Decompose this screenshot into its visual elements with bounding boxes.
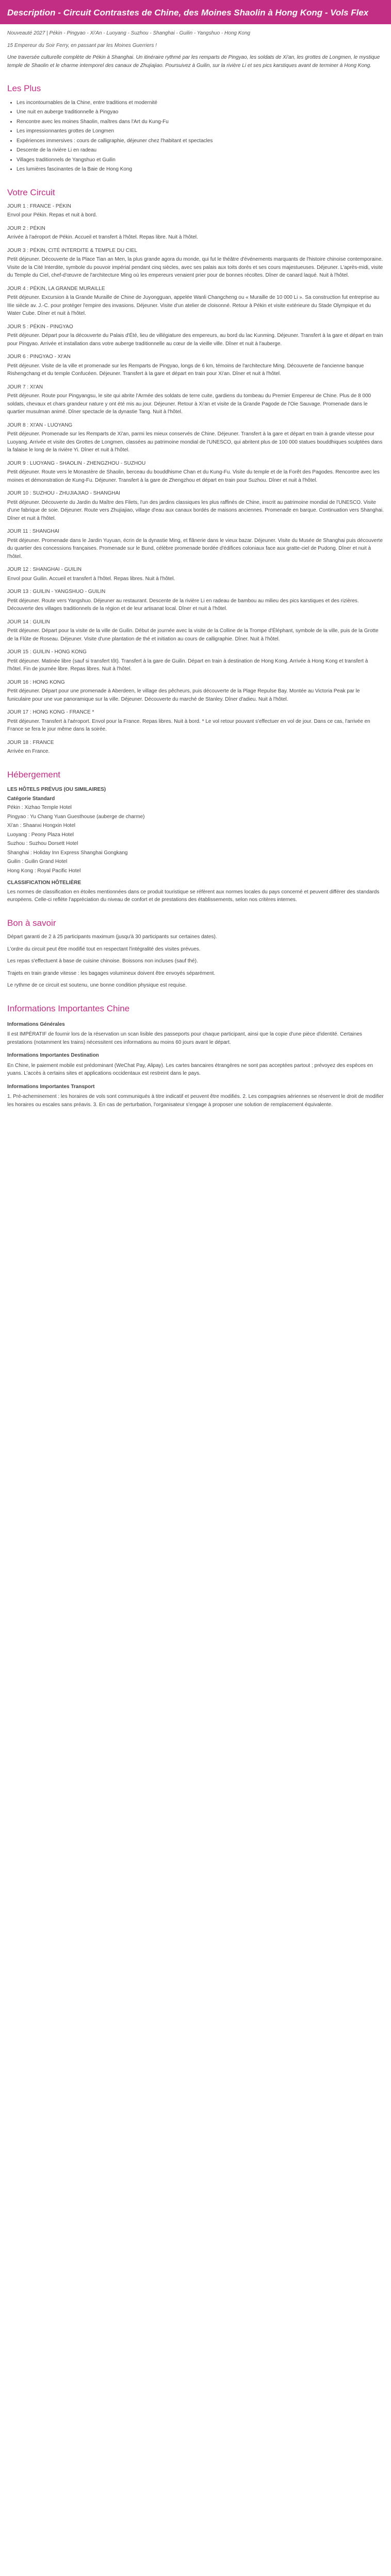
bon-item: Les repas s'effectuent à base de cuisine chinoise. Boissons non incluses (sauf thé).	[7, 958, 198, 964]
day-description: Arrivée en France.	[7, 749, 50, 755]
itinerary-day	[7, 353, 384, 378]
day-description: Arrivée à l'aéroport de Pékin. Accueil et transfert à l'hôtel. Repas libre. Nuit à l'hôtel.	[7, 234, 198, 241]
info-text: En Chine, le paiement mobile est prédominant (WeChat Pay, Alipay). Les cartes bancaires étrangères ne sont pas acceptées partout ; prévoyez des espèces en yuans. L'accès à certains sites et applications occidentaux est restreint dans le pays.	[7, 1062, 373, 1077]
itinerary-day	[7, 285, 384, 318]
itinerary-day	[7, 202, 384, 219]
bon-item: Départ garanti de 2 à 25 participants maximum (jusqu'à 30 participants sur certaines dates).	[7, 934, 217, 940]
day-title: JOUR 1 : FRANCE - PÉKIN	[7, 203, 71, 209]
itinerary-day	[7, 323, 384, 348]
page-title: Description - Circuit Contrastes de Chine, des Moines Shaolin à Hong Kong - Vols Flex	[7, 8, 369, 18]
itinerary-day	[7, 739, 384, 756]
day-description: Envol pour Pékin. Repas et nuit à bord.	[7, 212, 97, 218]
hotel-item: Xi'an : Shaanxi Hongxin Hotel	[7, 823, 75, 829]
section-title-infos: Informations Importantes Chine	[7, 1003, 130, 1013]
infos-block	[7, 1021, 384, 1109]
day-title: JOUR 2 : PÉKIN	[7, 225, 45, 231]
plus-item: • Les impressionnantes grottes de Longmen	[17, 127, 384, 135]
itinerary-day	[7, 421, 384, 454]
itinerary-day	[7, 528, 384, 561]
itinerary-day	[7, 247, 384, 280]
hotel-item: Hong Kong : Royal Pacific Hotel	[7, 868, 81, 874]
day-title: JOUR 13 : GUILIN - YANGSHUO - GUILIN	[7, 589, 106, 595]
day-title: JOUR 11 : SHANGHAI	[7, 529, 59, 535]
hotel-item: Shanghai : Holiday Inn Express Shanghai Gongkang	[7, 850, 128, 856]
bon-a-savoir-list	[7, 933, 384, 990]
day-description: Petit déjeuner. Transfert à l'aéroport. Envol pour la France. Repas libres. Nuit à bord. * Le vol retour pouvant s'effectuer en vol de jour. Dans ce cas, l'arrivée en France se fera le jour même dans la soirée.	[7, 718, 370, 733]
itinerary	[7, 202, 384, 756]
hotel-list-heading: LES HÔTELS PRÉVUS (OU SIMILAIRES)	[7, 787, 106, 793]
day-description: Petit déjeuner. Découverte de la Place Tian an Men, la plus grande agora du monde, qui fut le théâtre d'événements marquants de l'histoire chinoise contemporaine. Visite de la Cité Interdite, symbole du pouvoir impérial pendant cinq siècles, avec ses palais aux toits dorés et ses cours majestueuses. Déjeuner. L'après-midi, visite du Temple du Ciel, chef-d'œuvre de l'architecture Ming où les empereurs venaient prier pour de bonnes récoltes. Dîner de canard laqué. Nuit à l'hôtel.	[7, 257, 383, 279]
section-title-circuit: Votre Circuit	[7, 187, 55, 197]
info-heading: Informations Générales	[7, 1021, 65, 1027]
plus-item: • Une nuit en auberge traditionnelle à Pingyao	[17, 108, 384, 116]
itinerary-day	[7, 618, 384, 643]
day-description: Petit déjeuner. Promenade dans le Jardin Yuyuan, écrin de la dynastie Ming, et flânerie dans le vieux bazar. Déjeuner. Visite du Musée de Shanghai puis découverte du quartier des concessions françaises. Promenade sur le Bund, célèbre promenade bordée d'édifices coloniaux face aux gratte-ciel de Pudong. Dîner et nuit à l'hôtel.	[7, 537, 383, 560]
day-description: Petit déjeuner. Matinée libre (sauf si transfert tôt). Transfert à la gare de Guilin. Départ en train à destination de Hong Kong. Arrivée à Hong Kong et transfert à l'hôtel. Fin de journée libre. Repas libres. Nuit à l'hôtel.	[7, 658, 368, 672]
intro-text: Une traversée culturelle complète de Pékin à Shanghai. Un itinéraire rythmé par les remparts de Pingyao, les soldats de Xi'an, les grottes de Longmen, le mystique temple de Shaolin et le charme intemporel des canaux de Zhujiajiao. Poursuivez à Guilin, sur la rivière Li et ses pics karstiques avant de terminer à Hong Kong.	[7, 55, 380, 69]
itinerary-day	[7, 383, 384, 416]
section-title-hebergement: Hébergement	[7, 769, 61, 779]
hotel-item: Pingyao : Yu Chang Yuan Guesthouse (auberge de charme)	[7, 814, 145, 820]
day-description: Petit déjeuner. Départ pour la découverte du Palais d'Été, lieu de villégiature des empereurs, au bord du lac Kunming. Déjeuner. Transfert à la gare et départ en train pour Pingyao. Arrivée et installation dans votre auberge traditionnelle au cœur de la vieille ville. Dîner et nuit à l'auberge.	[7, 333, 383, 347]
plus-item: • Les lumières fascinantes de la Baie de Hong Kong	[17, 165, 384, 174]
itinerary-day	[7, 679, 384, 704]
hotel-item: Guilin : Guilin Grand Hotel	[7, 859, 68, 865]
main-content	[0, 24, 391, 1128]
info-text: 1. Pré-acheminement : les horaires de vols sont communiqués à titre indicatif et peuvent être modifiés. 2. Les compagnies aériennes se réservent le droit de modifier les horaires ou escales sans préavis. 3. En cas de perturbation, l'organisateur s'engage à proposer une solution de remplacement équivalente.	[7, 1094, 384, 1108]
day-description: Petit déjeuner. Découverte du Jardin du Maître des Filets, l'un des jardins classiques les plus raffinés de Chine, inscrit au patrimoine mondial de l'UNESCO. Visite d'une fabrique de soie. Déjeuner. Route vers Zhujiajiao, village d'eau aux canaux bordés de maisons anciennes. Promenade en barque. Continuation vers Shanghai. Dîner et nuit à l'hôtel.	[7, 499, 384, 521]
day-title: JOUR 10 : SUZHOU - ZHUJIAJIAO - SHANGHAI	[7, 490, 120, 497]
itinerary-day	[7, 588, 384, 613]
day-title: JOUR 7 : XI'AN	[7, 384, 43, 390]
day-title: JOUR 12 : SHANGHAI - GUILIN	[7, 567, 82, 573]
day-title: JOUR 5 : PÉKIN - PINGYAO	[7, 324, 73, 330]
hotel-category: Catégorie Standard	[7, 795, 55, 802]
plus-list	[7, 99, 384, 174]
itinerary-day	[7, 460, 384, 485]
plus-item: • Descente de la rivière Li en radeau	[17, 146, 384, 155]
day-description: Petit déjeuner. Promenade sur les Remparts de Xi'an, parmi les mieux conservés de Chine. Déjeuner. Transfert à la gare et départ en train à grande vitesse pour Luoyang. Arrivée et visite des Grottes de Longmen, classées au patrimoine mondial de l'UNESCO, qui abritent plus de 100 000 statues bouddhiques sculptées dans la falaise le long de la rivière Yi. Dîner et nuit à l'hôtel.	[7, 431, 383, 453]
day-title: JOUR 4 : PÉKIN, LA GRANDE MURAILLE	[7, 285, 105, 292]
plus-item: • Villages traditionnels de Yangshuo et Guilin	[17, 156, 384, 164]
day-description: Petit déjeuner. Départ pour une promenade à Aberdeen, le village des pêcheurs, puis découverte de la Plage Repulse Bay. Montée au Victoria Peak par le funiculaire pour une vue panoramique sur la ville. Déjeuner. Découverte du marché de Stanley. Dîner d'adieu. Nuit à l'hôtel.	[7, 688, 360, 702]
plus-item: • Rencontre avec les moines Shaolin, maîtres dans l'Art du Kung-Fu	[17, 118, 384, 126]
section-title-bon: Bon à savoir	[7, 918, 56, 928]
bon-item: Le rythme de ce circuit est soutenu, une bonne condition physique est requise.	[7, 982, 187, 989]
itinerary-day	[7, 708, 384, 734]
itinerary-day	[7, 566, 384, 583]
day-description: Petit déjeuner. Route pour Pingyangsu, le site qui abrite l'Armée des soldats de terre cuite, gardiens du tombeau du Premier Empereur de Chine. Plus de 8 000 soldats, chevaux et chars grandeur nature y ont été mis au jour. Déjeuner. Retour à Xi'an et visite de la Grande Pagode de l'Oie Sauvage. Promenade dans le quartier musulman animé. Dîner spectacle de la dynastie Tang. Nuit à l'hôtel.	[7, 393, 371, 415]
day-description: Envol pour Guilin. Accueil et transfert à l'hôtel. Repas libres. Nuit à l'hôtel.	[7, 575, 175, 582]
title-banner	[0, 0, 391, 24]
classification-heading: CLASSIFICATION HÔTELIÈRE	[7, 880, 82, 886]
day-title: JOUR 17 : HONG KONG - FRANCE *	[7, 709, 94, 716]
day-title: JOUR 18 : FRANCE	[7, 739, 54, 745]
classification-text: Les normes de classification en étoiles mentionnées dans ce produit touristique se réfèrent aux normes locales du pays concerné et peuvent différer des standards européens. Celle-ci reflète l'appréciation du niveau de confort et de prestations des établissements, selon nos critères internes.	[7, 889, 380, 903]
hotel-item: Luoyang : Peony Plaza Hotel	[7, 832, 74, 838]
day-title: JOUR 9 : LUOYANG - SHAOLIN - ZHENGZHOU - SUZHOU	[7, 460, 146, 466]
hotel-list	[7, 804, 384, 875]
hebergement-block	[7, 786, 384, 904]
info-heading: Informations Importantes Transport	[7, 1083, 95, 1090]
info-heading: Informations Importantes Destination	[7, 1053, 99, 1059]
hotel-item: Pékin : Xizhao Temple Hotel	[7, 805, 72, 811]
info-text: Il est IMPÉRATIF de fournir lors de la réservation un scan lisible des passeports pour chaque participant, ainsi que la copie d'une pièce d'identité. Certaines prestations (notamment les trains) nécessitent ces informations au moins 60 jours avant le départ.	[7, 1031, 362, 1045]
day-title: JOUR 16 : HONG KONG	[7, 679, 65, 685]
day-title: JOUR 6 : PINGYAO - XI'AN	[7, 354, 71, 360]
day-title: JOUR 8 : XI'AN - LUOYANG	[7, 422, 73, 428]
bon-item: Trajets en train grande vitesse : les bagages volumineux doivent être envoyés séparément.	[7, 970, 216, 976]
plus-item: • Les incontournables de la Chine, entre traditions et modernité	[17, 99, 384, 107]
day-title: JOUR 14 : GUILIN	[7, 619, 50, 625]
hotel-item: Suzhou : Suzhou Dorsett Hotel	[7, 841, 78, 847]
route-summary: Nouveauté 2027 | Pékin - Pingyao - Xi'An - Luoyang - Suzhou - Shanghai - Guilin - Yangshuo - Hong Kong	[7, 30, 251, 37]
day-title: JOUR 15 : GUILIN - HONG KONG	[7, 649, 87, 655]
day-title: JOUR 3 : PÉKIN, CITÉ INTERDITE & TEMPLE DU CIEL	[7, 247, 138, 253]
day-description: Petit déjeuner. Excursion à la Grande Muraille de Chine de Juyongguan, appelée Wanli Changcheng ou « Muraille de 10 000 Li ». Sa construction fut entreprise au IIIe siècle av. J.-C. pour protéger l'empire des invasions. Déjeuner. Visite d'un atelier de cloisonné. Retour à Pékin et visite extérieure du Stade Olympique et du Water Cube. Dîner et nuit à l'hôtel.	[7, 295, 380, 317]
plus-item: • Expériences immersives : cours de calligraphie, déjeuner chez l'habitant et spectacles	[17, 137, 384, 145]
day-description: Petit déjeuner. Route vers Yangshuo. Déjeuner au restaurant. Descente de la rivière Li en radeau de bambou au milieu des pics karstiques et des rizières. Découverte des villages traditionnels de la région et de leur artisanat local. Dîner et nuit à l'hôtel.	[7, 598, 359, 612]
itinerary-day	[7, 489, 384, 522]
bon-item: L'ordre du circuit peut être modifié tout en respectant l'intégralité des visites prévues.	[7, 946, 201, 952]
route-summary-2: 15 Empereur du Soir Ferry, en passant par les Moines Guerriers !	[7, 42, 157, 48]
day-description: Petit déjeuner. Route vers le Monastère de Shaolin, berceau du bouddhisme Chan et du Kung-Fu. Visite du temple et de la Forêt des Pagodes. Rencontre avec les moines et démonstration de Kung-Fu. Déjeuner. Transfert à la gare de Zhengzhou et départ en train pour Suzhou. Dîner et nuit à l'hôtel.	[7, 469, 380, 483]
day-description: Petit déjeuner. Visite de la ville et promenade sur les Remparts de Pingyao, longs de 6 km, témoins de l'architecture Ming. Découverte de l'ancienne banque Rishengchang et du temple Confucéen. Déjeuner. Transfert à la gare et départ en train pour Xi'an. Dîner et nuit à l'hôtel.	[7, 363, 364, 377]
itinerary-day	[7, 648, 384, 673]
section-title-plus: Les Plus	[7, 83, 41, 94]
page	[0, 0, 391, 1128]
day-description: Petit déjeuner. Départ pour la visite de la ville de Guilin. Début de journée avec la visite de la Colline de la Trompe d'Éléphant, symbole de la ville, puis de la Grotte de la Flûte de Roseau. Déjeuner. Visite d'une plantation de thé et initiation au cours de calligraphie. Dîner. Nuit à l'hôtel.	[7, 628, 379, 642]
itinerary-day	[7, 225, 384, 242]
